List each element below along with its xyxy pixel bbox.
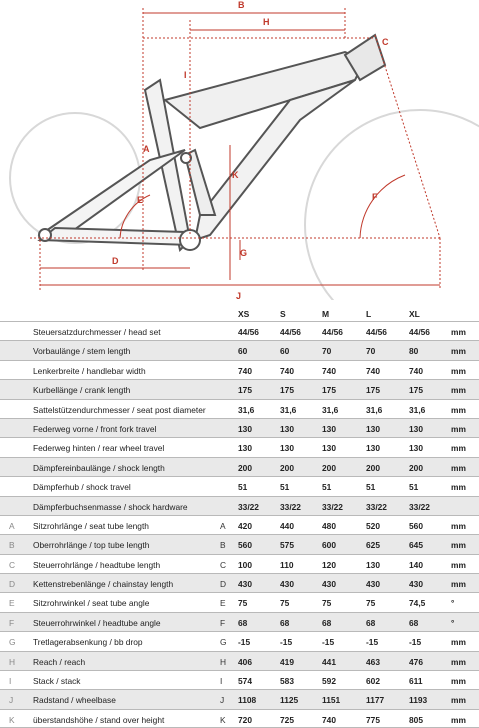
row-label: Oberrohrlänge / top tube length	[33, 540, 150, 551]
row-value: 583	[280, 676, 294, 687]
row-value: -15	[366, 637, 379, 648]
row-letter: B	[9, 540, 15, 551]
size-header-row	[0, 304, 479, 321]
row-value: 75	[280, 598, 290, 609]
table-row	[0, 437, 479, 456]
row-value: 130	[280, 443, 294, 454]
row-value: 75	[322, 598, 332, 609]
row-label: Kettenstrebenlänge / chainstay length	[33, 579, 174, 590]
row-value: 805	[409, 714, 423, 725]
row-value: 430	[322, 579, 336, 590]
row-value: -15	[280, 637, 293, 648]
table-row	[0, 534, 479, 553]
diagram-letter-k: K	[232, 170, 239, 180]
table-row	[0, 670, 479, 689]
size-header: S	[280, 309, 286, 319]
row-value: -15	[322, 637, 335, 648]
row-value: 740	[322, 365, 336, 376]
row-value: 33/22	[366, 501, 387, 512]
row-unit: mm	[451, 346, 466, 357]
row-value: 420	[238, 520, 252, 531]
row-value: 419	[280, 656, 294, 667]
row-unit: mm	[451, 443, 466, 454]
row-value: 775	[366, 714, 380, 725]
row-letter: E	[9, 598, 15, 609]
row-letter: H	[9, 656, 16, 667]
row-value: -15	[238, 637, 251, 648]
row-value: 560	[409, 520, 423, 531]
diagram-letter-e: E	[137, 195, 144, 205]
row-value: 80	[409, 346, 419, 357]
row-value: 175	[409, 385, 423, 396]
row-value: 740	[280, 365, 294, 376]
table-row	[0, 612, 479, 631]
row-unit: mm	[451, 559, 466, 570]
row-value: 476	[409, 656, 423, 667]
row-unit: mm	[451, 520, 466, 531]
diagram-letter-h: H	[263, 17, 270, 27]
row-value: 430	[409, 579, 423, 590]
row-unit: mm	[451, 365, 466, 376]
row-value: 68	[322, 617, 332, 628]
table-row	[0, 476, 479, 495]
row-value: 68	[238, 617, 248, 628]
row-value: 130	[238, 423, 252, 434]
row-value: 70	[322, 346, 332, 357]
row-value: 430	[366, 579, 380, 590]
table-row	[0, 515, 479, 534]
row-label: Kurbellänge / crank length	[33, 385, 131, 396]
row-value: 130	[322, 443, 336, 454]
row-value: 740	[409, 365, 423, 376]
row-label: Sitzrohrwinkel / seat tube angle	[33, 598, 150, 609]
row-value: 430	[238, 579, 252, 590]
row-value: 100	[238, 559, 252, 570]
table-row	[0, 592, 479, 611]
row-value: 200	[322, 462, 336, 473]
size-header: L	[366, 309, 372, 319]
row-value: 44/56	[409, 327, 430, 337]
row-letter-right: G	[220, 637, 227, 648]
row-value: 175	[322, 385, 336, 396]
row-unit: mm	[451, 482, 466, 493]
row-label: Steuerrohrlänge / headtube length	[33, 559, 161, 570]
table-row	[0, 457, 479, 476]
row-value: 406	[238, 656, 252, 667]
row-value: 740	[366, 365, 380, 376]
row-value: 70	[366, 346, 376, 357]
table-row	[0, 554, 479, 573]
row-value: 33/22	[322, 501, 343, 512]
row-letter: D	[9, 579, 16, 590]
size-header: XS	[238, 309, 250, 319]
row-letter-right: A	[220, 520, 226, 531]
table-body	[0, 321, 479, 728]
diagram-letter-c: C	[382, 37, 389, 47]
row-letter: G	[9, 637, 16, 648]
row-value: 51	[409, 482, 419, 493]
diagram-letter-j: J	[236, 291, 242, 300]
row-value: 44/56	[238, 327, 259, 337]
row-value: 140	[409, 559, 423, 570]
row-value: 130	[322, 423, 336, 434]
row-value: 130	[366, 559, 380, 570]
geometry-table	[0, 304, 479, 728]
row-letter: K	[9, 714, 15, 725]
row-value: 31,6	[322, 404, 339, 415]
row-value: 720	[238, 714, 252, 725]
row-label: Vorbaulänge / stem length	[33, 346, 131, 357]
row-value: 31,6	[366, 404, 383, 415]
row-value: 75	[238, 598, 248, 609]
row-value: 175	[238, 385, 252, 396]
row-value: 60	[238, 346, 248, 357]
row-value: 480	[322, 520, 336, 531]
row-value: 441	[322, 656, 336, 667]
row-unit: mm	[451, 327, 466, 337]
table-row	[0, 651, 479, 670]
row-letter-right: I	[220, 676, 223, 687]
row-value: 130	[366, 423, 380, 434]
row-value: 75	[366, 598, 376, 609]
front-wheel	[305, 110, 479, 300]
row-value: 175	[366, 385, 380, 396]
row-value: 68	[409, 617, 419, 628]
row-value: 740	[322, 714, 336, 725]
row-letter-right: F	[220, 617, 226, 628]
row-value: 33/22	[238, 501, 259, 512]
bike-frame	[39, 35, 385, 250]
row-value: 463	[366, 656, 380, 667]
row-value: 31,6	[409, 404, 426, 415]
row-unit: °	[451, 598, 455, 609]
row-label: Steuersatzdurchmesser / head set	[33, 327, 161, 337]
row-value: 725	[280, 714, 294, 725]
row-value: 440	[280, 520, 294, 531]
row-letter: F	[9, 617, 15, 628]
row-value: 430	[280, 579, 294, 590]
row-value: 560	[238, 540, 252, 551]
row-label: Reach / reach	[33, 656, 86, 667]
table-row	[0, 321, 479, 340]
row-value: 130	[366, 443, 380, 454]
row-value: 200	[280, 462, 294, 473]
row-value: 44/56	[322, 327, 343, 337]
row-label: Radstand / wheelbase	[33, 695, 116, 706]
row-value: 51	[366, 482, 376, 493]
row-letter: J	[9, 695, 14, 706]
table-row	[0, 399, 479, 418]
row-value: 68	[366, 617, 376, 628]
row-value: -15	[409, 637, 422, 648]
row-unit: mm	[451, 676, 466, 687]
table-row	[0, 360, 479, 379]
row-label: überstandshöhe / stand over height	[33, 714, 165, 725]
diagram-letter-b: B	[238, 0, 245, 10]
row-value: 625	[366, 540, 380, 551]
row-label: Tretlagerabsenkung / bb drop	[33, 637, 143, 648]
row-label: Stack / stack	[33, 676, 81, 687]
diagram-letter-i: I	[184, 70, 187, 80]
row-value: 60	[280, 346, 290, 357]
row-unit: mm	[451, 714, 466, 725]
row-value: 33/22	[409, 501, 430, 512]
row-letter-right: J	[220, 695, 225, 706]
row-value: 1193	[409, 695, 428, 706]
row-letter-right: K	[220, 714, 226, 725]
diagram-letter-d: D	[112, 256, 119, 266]
row-value: 1177	[366, 695, 385, 706]
diagram-letter-a: A	[143, 144, 150, 154]
row-letter-right: C	[220, 559, 227, 570]
row-value: 200	[409, 462, 423, 473]
row-value: 44/56	[366, 327, 387, 337]
row-value: 200	[238, 462, 252, 473]
row-value: 130	[409, 443, 423, 454]
row-value: 611	[409, 676, 423, 687]
row-label: Sitzrohrlänge / seat tube length	[33, 520, 149, 531]
row-label: Federweg hinten / rear wheel travel	[33, 443, 165, 454]
row-letter-right: H	[220, 656, 227, 667]
row-value: 175	[280, 385, 294, 396]
row-value: 31,6	[280, 404, 297, 415]
diagram-letter-g: G	[240, 248, 248, 258]
table-row	[0, 379, 479, 398]
row-value: 74,5	[409, 598, 426, 609]
row-letter: I	[9, 676, 12, 687]
row-letter-right: E	[220, 598, 226, 609]
row-unit: mm	[451, 385, 466, 396]
row-value: 574	[238, 676, 252, 687]
row-unit: mm	[451, 540, 466, 551]
row-letter-right: B	[220, 540, 226, 551]
row-value: 740	[238, 365, 252, 376]
row-value: 33/22	[280, 501, 301, 512]
row-value: 130	[238, 443, 252, 454]
row-value: 130	[280, 423, 294, 434]
table-row	[0, 631, 479, 650]
row-value: 51	[322, 482, 332, 493]
bike-geometry-diagram	[0, 0, 479, 300]
diagram-letter-f: F	[372, 192, 378, 202]
table-row	[0, 496, 479, 515]
table-row	[0, 573, 479, 592]
row-value: 1125	[280, 695, 299, 706]
row-label: Dämpferbuchsenmasse / shock hardware	[33, 501, 188, 512]
row-label: Steuerrohrwinkel / headtube angle	[33, 617, 161, 628]
size-header: XL	[409, 309, 420, 319]
row-value: 1108	[238, 695, 257, 706]
row-value: 602	[366, 676, 380, 687]
row-letter-right: D	[220, 579, 227, 590]
row-value: 68	[280, 617, 290, 628]
row-letter: A	[9, 520, 15, 531]
row-unit: mm	[451, 579, 466, 590]
row-label: Dämpfereinbaulänge / shock length	[33, 462, 165, 473]
row-label: Federweg vorne / front fork travel	[33, 423, 157, 434]
row-value: 520	[366, 520, 380, 531]
row-label: Sattelstützendurchmesser / seat post diameter	[33, 404, 206, 415]
row-value: 592	[322, 676, 336, 687]
row-unit: mm	[451, 462, 466, 473]
row-unit: mm	[451, 423, 466, 434]
row-unit: mm	[451, 656, 466, 667]
table-row	[0, 709, 479, 728]
table-row	[0, 418, 479, 437]
row-unit: °	[451, 617, 455, 628]
row-value: 31,6	[238, 404, 255, 415]
row-value: 645	[409, 540, 423, 551]
row-unit: mm	[451, 637, 466, 648]
row-value: 130	[409, 423, 423, 434]
row-value: 575	[280, 540, 294, 551]
row-unit: mm	[451, 404, 466, 415]
row-value: 110	[280, 559, 294, 570]
table-row	[0, 340, 479, 359]
row-value: 51	[280, 482, 290, 493]
row-unit: mm	[451, 695, 466, 706]
row-value: 600	[322, 540, 336, 551]
row-label: Dämpferhub / shock travel	[33, 482, 131, 493]
row-value: 51	[238, 482, 248, 493]
size-header: M	[322, 309, 330, 319]
row-value: 200	[366, 462, 380, 473]
row-value: 1151	[322, 695, 341, 706]
row-value: 44/56	[280, 327, 301, 337]
row-label: Lenkerbreite / handlebar width	[33, 365, 146, 376]
table-row	[0, 689, 479, 708]
row-letter: C	[9, 559, 16, 570]
row-value: 120	[322, 559, 336, 570]
